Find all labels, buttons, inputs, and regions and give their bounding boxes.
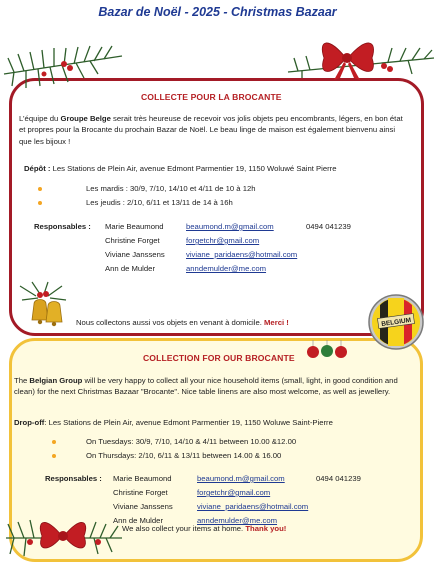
french-home-text: Nous collectons aussi vos objets en venant à domicile. [76, 318, 265, 327]
english-dropoff-address: : Les Stations de Plein Air, avenue Edmont Parmentier 19, 1150 Woluwe Saint-Pierre [44, 418, 333, 427]
belgium-ornament-label: BELGIUM [380, 316, 412, 329]
french-person-name: Viviane Janssens [105, 250, 165, 259]
french-person-name: Christine Forget [105, 236, 160, 245]
english-responsables-label: Responsables : [45, 474, 102, 483]
french-person-phone: 0494 041239 [306, 222, 351, 231]
bullet-icon [38, 187, 42, 191]
english-person-email-link[interactable]: viviane_paridaens@hotmail.com [197, 502, 309, 511]
english-person-name: Ann de Mulder [113, 516, 163, 525]
english-date-tuesdays: On Tuesdays: 30/9, 7/10, 14/10 & 4/11 between 10.00 &12.00 [86, 437, 297, 446]
french-depot-label: Dépôt : [24, 164, 51, 173]
english-person-phone: 0494 041239 [316, 474, 361, 483]
english-person-name: Marie Beaumond [113, 474, 172, 483]
english-person-name: Viviane Janssens [113, 502, 173, 511]
bullet-icon [52, 454, 56, 458]
french-responsables-label: Responsables : [34, 222, 91, 231]
english-intro-pre: The [14, 376, 30, 385]
english-heading: COLLECTION FOR OUR BROCANTE [143, 353, 295, 363]
english-person-email-link[interactable]: forgetchr@gmail.com [197, 488, 271, 497]
french-person-email-link[interactable]: forgetchr@gmail.com [186, 236, 260, 245]
page-title: Bazar de Noël - 2025 - Christmas Bazaar [98, 5, 337, 19]
ribbon-bow-decoration-top-right [288, 28, 434, 80]
english-person-email-link[interactable]: anndemulder@me.com [197, 516, 278, 525]
english-home-collection [122, 524, 286, 533]
english-dropoff-line [14, 418, 333, 427]
french-person-name: Marie Beaumond [105, 222, 164, 231]
french-person-name: Ann de Mulder [105, 264, 155, 273]
french-person-email-link[interactable]: beaumond.m@gmail.com [186, 222, 274, 231]
french-person-email-link[interactable]: viviane_paridaens@hotmail.com [186, 250, 298, 259]
bullet-icon [38, 201, 42, 205]
english-intro-post: will be very happy to collect all your nice household items (small, light, in good condition and clean) for the next Christmas Bazaar "Brocante". Nice table linens are also most welcome, as well as jewellery. [14, 376, 398, 397]
pine-bow-decoration-bottom-left [6, 510, 122, 562]
french-home-collection [76, 318, 289, 327]
french-intro-pre: L’équipe du [19, 114, 61, 123]
french-depot-line [24, 164, 337, 173]
french-date-thursdays: Les jeudis : 2/10, 6/11 et 13/11 de 14 à 16h [86, 198, 233, 207]
english-dropoff-label: Drop-off [14, 418, 45, 427]
english-person-email-link[interactable]: beaumond.m@gmail.com [197, 474, 285, 483]
english-person-name: Christine Forget [113, 488, 168, 497]
french-intro-post: serait très heureuse de recevoir vos jolis objets peu encombrants, légers, en bon état et propres pour la Brocante du prochain Bazar de Noël. Le beau linge de maison est également bienvenu ainsi que les bijoux ! [19, 114, 403, 146]
english-intro-group-name: Belgian Group [29, 376, 83, 385]
english-home-text: We also collect your items at home. [122, 524, 246, 533]
bullet-icon [52, 440, 56, 444]
french-heading: COLLECTE POUR LA BROCANTE [141, 92, 282, 102]
english-intro [14, 375, 414, 398]
christmas-bells-icon [18, 282, 78, 330]
french-home-thanks: Merci ! [264, 318, 289, 327]
french-person-email-link[interactable]: anndemulder@me.com [186, 264, 267, 273]
christmas-baubles-icon [307, 340, 351, 362]
french-date-tuesdays: Les mardis : 30/9, 7/10, 14/10 et 4/11 de 10 à 12h [86, 184, 256, 193]
english-date-thursdays: On Thursdays: 2/10, 6/11 & 13/11 between 14.00 & 16.00 [86, 451, 282, 460]
belgium-ornament-icon [366, 292, 426, 352]
french-intro-group-name: Groupe Belge [60, 114, 111, 123]
french-depot-address: Les Stations de Plein Air, avenue Edmont Parmentier 19, 1150 Woluwé Saint Pierre [50, 164, 337, 173]
pine-branch-decoration-top-left [4, 44, 124, 94]
french-intro [19, 113, 407, 147]
english-home-thanks: Thank you! [245, 524, 287, 533]
